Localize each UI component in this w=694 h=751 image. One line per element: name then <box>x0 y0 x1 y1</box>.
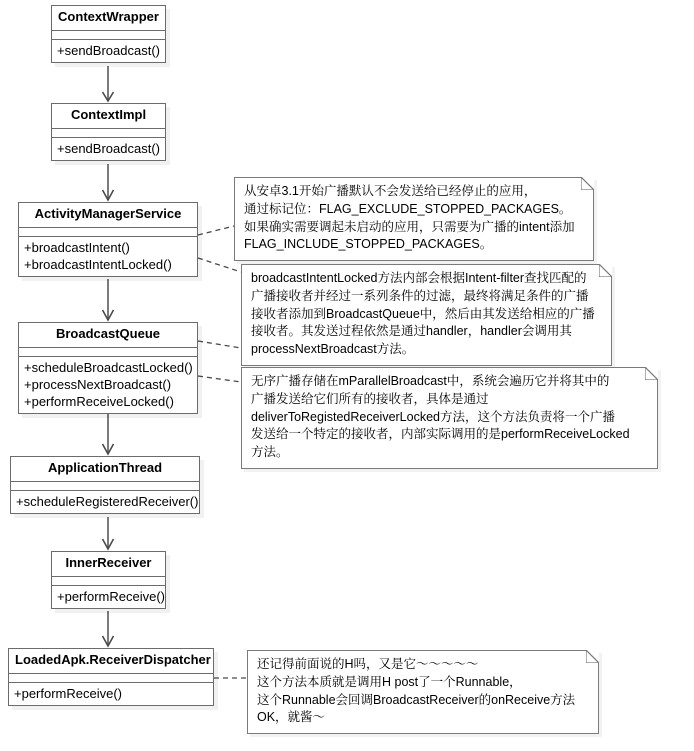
class-attributes-broadcast-queue <box>19 348 197 357</box>
class-methods-loaded-apk-receiver-dispatcher <box>9 683 213 705</box>
class-method: +scheduleBroadcastLocked() <box>24 359 193 375</box>
note-broadcast-intent-locked[interactable] <box>241 264 612 366</box>
class-attributes-activity-manager-service <box>19 228 197 237</box>
note-line: 接收者。其发送过程依然是通过handler，handler会调用其 <box>251 324 572 339</box>
class-attributes-loaded-apk-receiver-dispatcher <box>9 674 213 683</box>
class-box-loaded-apk-receiver-dispatcher[interactable] <box>8 648 214 706</box>
class-attributes-context-wrapper <box>52 31 165 40</box>
note-line: 还记得前面说的H吗，又是它～～～～～ <box>257 657 479 671</box>
arrow-inner-receiver-to-loaded-apk-receiver-dispatcher <box>103 611 114 646</box>
class-methods-context-impl <box>52 138 165 160</box>
note-line: broadcastIntentLocked方法内部会根据Intent-filter查找匹配的 <box>251 271 587 285</box>
class-attributes-application-thread <box>11 482 199 491</box>
class-method: +processNextBroadcast() <box>24 377 172 393</box>
note-line: 广播接收者并经过一系列条件的过滤，最终将满足条件的广播 <box>251 288 589 303</box>
class-box-context-impl[interactable] <box>51 103 166 161</box>
class-box-application-thread[interactable] <box>10 456 200 514</box>
note-line: OK，就酱～ <box>257 710 326 725</box>
class-name-application-thread: ApplicationThread <box>11 457 199 482</box>
note-handler-post-runnable[interactable] <box>247 650 599 734</box>
class-methods-context-wrapper <box>52 40 165 62</box>
note-parallel-broadcast[interactable] <box>241 367 658 469</box>
class-box-broadcast-queue[interactable] <box>18 322 198 414</box>
note-line: 如果确实需要调起未启动的应用，只需要为广播的intent添加 <box>244 219 575 234</box>
class-method: +performReceive() <box>14 685 123 701</box>
note-line: 广播发送给它们所有的接收者，具体是通过 <box>251 391 489 406</box>
class-method: +performReceive() <box>57 588 166 604</box>
class-methods-inner-receiver <box>52 586 165 608</box>
class-name-activity-manager-service: ActivityManagerService <box>19 203 197 228</box>
arrow-context-wrapper-to-context-impl <box>103 66 114 101</box>
note-line: 这个Runnable会回调BroadcastReceiver的onReceive方法 <box>257 692 576 707</box>
class-methods-application-thread <box>11 491 199 513</box>
class-method: +broadcastIntent() <box>24 239 130 255</box>
class-name-context-wrapper: ContextWrapper <box>52 6 165 31</box>
note-line: 通过标记位：FLAG_EXCLUDE_STOPPED_PACKAGES。 <box>244 201 572 216</box>
class-box-context-wrapper[interactable] <box>51 5 166 63</box>
class-box-inner-receiver[interactable] <box>51 551 166 609</box>
class-name-inner-receiver: InnerReceiver <box>52 552 165 577</box>
note-line: 接收者添加到BroadcastQueue中，然后由其发送给相应的广播 <box>251 306 595 321</box>
class-name-context-impl: ContextImpl <box>52 104 165 129</box>
note-line: FLAG_INCLUDE_STOPPED_PACKAGES。 <box>244 237 493 252</box>
class-method: +performReceiveLocked() <box>24 394 174 410</box>
note-line: 无序广播存储在mParallelBroadcast中，系统会遍历它并将其中的 <box>251 374 610 388</box>
arrow-application-thread-to-inner-receiver <box>103 517 114 549</box>
class-box-activity-manager-service[interactable] <box>18 202 198 277</box>
class-name-loaded-apk-receiver-dispatcher: LoadedApk.ReceiverDispatcher <box>9 649 213 674</box>
class-methods-activity-manager-service <box>19 237 197 276</box>
note-line: deliverToRegistedReceiverLocked方法，这个方法负责将一个广播 <box>251 409 615 424</box>
note-link-queue-to-intent-locked-note <box>198 341 241 348</box>
class-method: +broadcastIntentLocked() <box>24 257 172 273</box>
note-link-queue-to-parallel-note <box>198 376 241 382</box>
note-line: 发送给一个特定的接收者，内部实际调用的是performReceiveLocked <box>251 427 630 442</box>
class-method: +sendBroadcast() <box>57 140 160 156</box>
note-line: 这个方法本质就是调用H post了一个Runnable， <box>257 674 522 689</box>
note-flag-stopped-packages[interactable] <box>234 177 594 261</box>
class-attributes-inner-receiver <box>52 577 165 586</box>
class-method: +sendBroadcast() <box>57 42 160 58</box>
arrow-context-impl-to-activity-manager-service <box>103 164 114 200</box>
class-attributes-context-impl <box>52 129 165 138</box>
note-line: 从安卓3.1开始广播默认不会发送给已经停止的应用， <box>244 184 537 198</box>
note-link-ams-to-flag-note <box>198 226 234 235</box>
class-method: +scheduleRegisteredReceiver() <box>16 493 199 509</box>
note-line: 方法。 <box>251 445 289 459</box>
arrow-activity-manager-service-to-broadcast-queue <box>103 279 114 320</box>
note-line: processNextBroadcast方法。 <box>251 342 415 356</box>
class-name-broadcast-queue: BroadcastQueue <box>19 323 197 348</box>
class-methods-broadcast-queue <box>19 357 197 413</box>
arrow-broadcast-queue-to-application-thread <box>103 409 114 454</box>
